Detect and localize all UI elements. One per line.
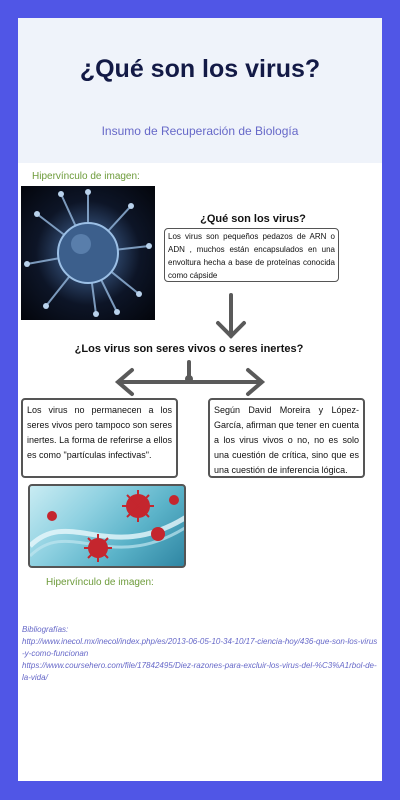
- split-node: [185, 375, 193, 383]
- bibliography-link-2[interactable]: https://www.coursehero.com/file/17842495/Diez-razones-para-excluir-los-virus-del-%C3%A1rbol-de-la-vida/: [22, 661, 377, 682]
- left-text: Los virus no permanecen a los seres vivos pero tampoco son seres inertes. La forma de referirse a ellos es como "partículas infectivas".: [27, 405, 172, 460]
- right-text-box: [208, 398, 365, 478]
- left-text-box: [21, 398, 178, 478]
- hyperlink-label-top[interactable]: Hipervínculo de imagen:: [32, 171, 140, 182]
- virus-dna-illustration: [30, 486, 186, 568]
- section2-heading: ¿Los virus son seres vivos o seres inertes?: [74, 343, 304, 355]
- hyperlink-label-bottom[interactable]: Hipervínculo de imagen:: [46, 577, 154, 588]
- virus-dna-image[interactable]: [28, 484, 186, 568]
- bibliography: [22, 624, 378, 684]
- bibliography-label: Bibliografías:: [22, 625, 69, 634]
- section1-heading: ¿Qué son los virus?: [200, 213, 306, 225]
- page-title: ¿Qué son los virus?: [79, 55, 321, 83]
- bibliography-link-1[interactable]: http://www.inecol.mx/inecol/index.php/es/2013-06-05-10-34-10/17-ciencia-hoy/436-que-son-los-virus-y-como-funcionan: [22, 637, 378, 658]
- section1-text: Los virus son pequeños pedazos de ARN o ADN , muchos están encapsulados en una envoltura hecha a base de proteínas conocida como cápside: [168, 232, 335, 280]
- page-subtitle: Insumo de Recuperación de Biología: [101, 124, 299, 138]
- poster-page: [18, 18, 382, 781]
- connector-arrows: [18, 18, 382, 398]
- right-text: Según David Moreira y López-García, afirman que tener en cuenta a los virus vivos o no, no es solo una cuestión de crítica, sino que es una cuestión de inferencia lógica.: [214, 405, 359, 475]
